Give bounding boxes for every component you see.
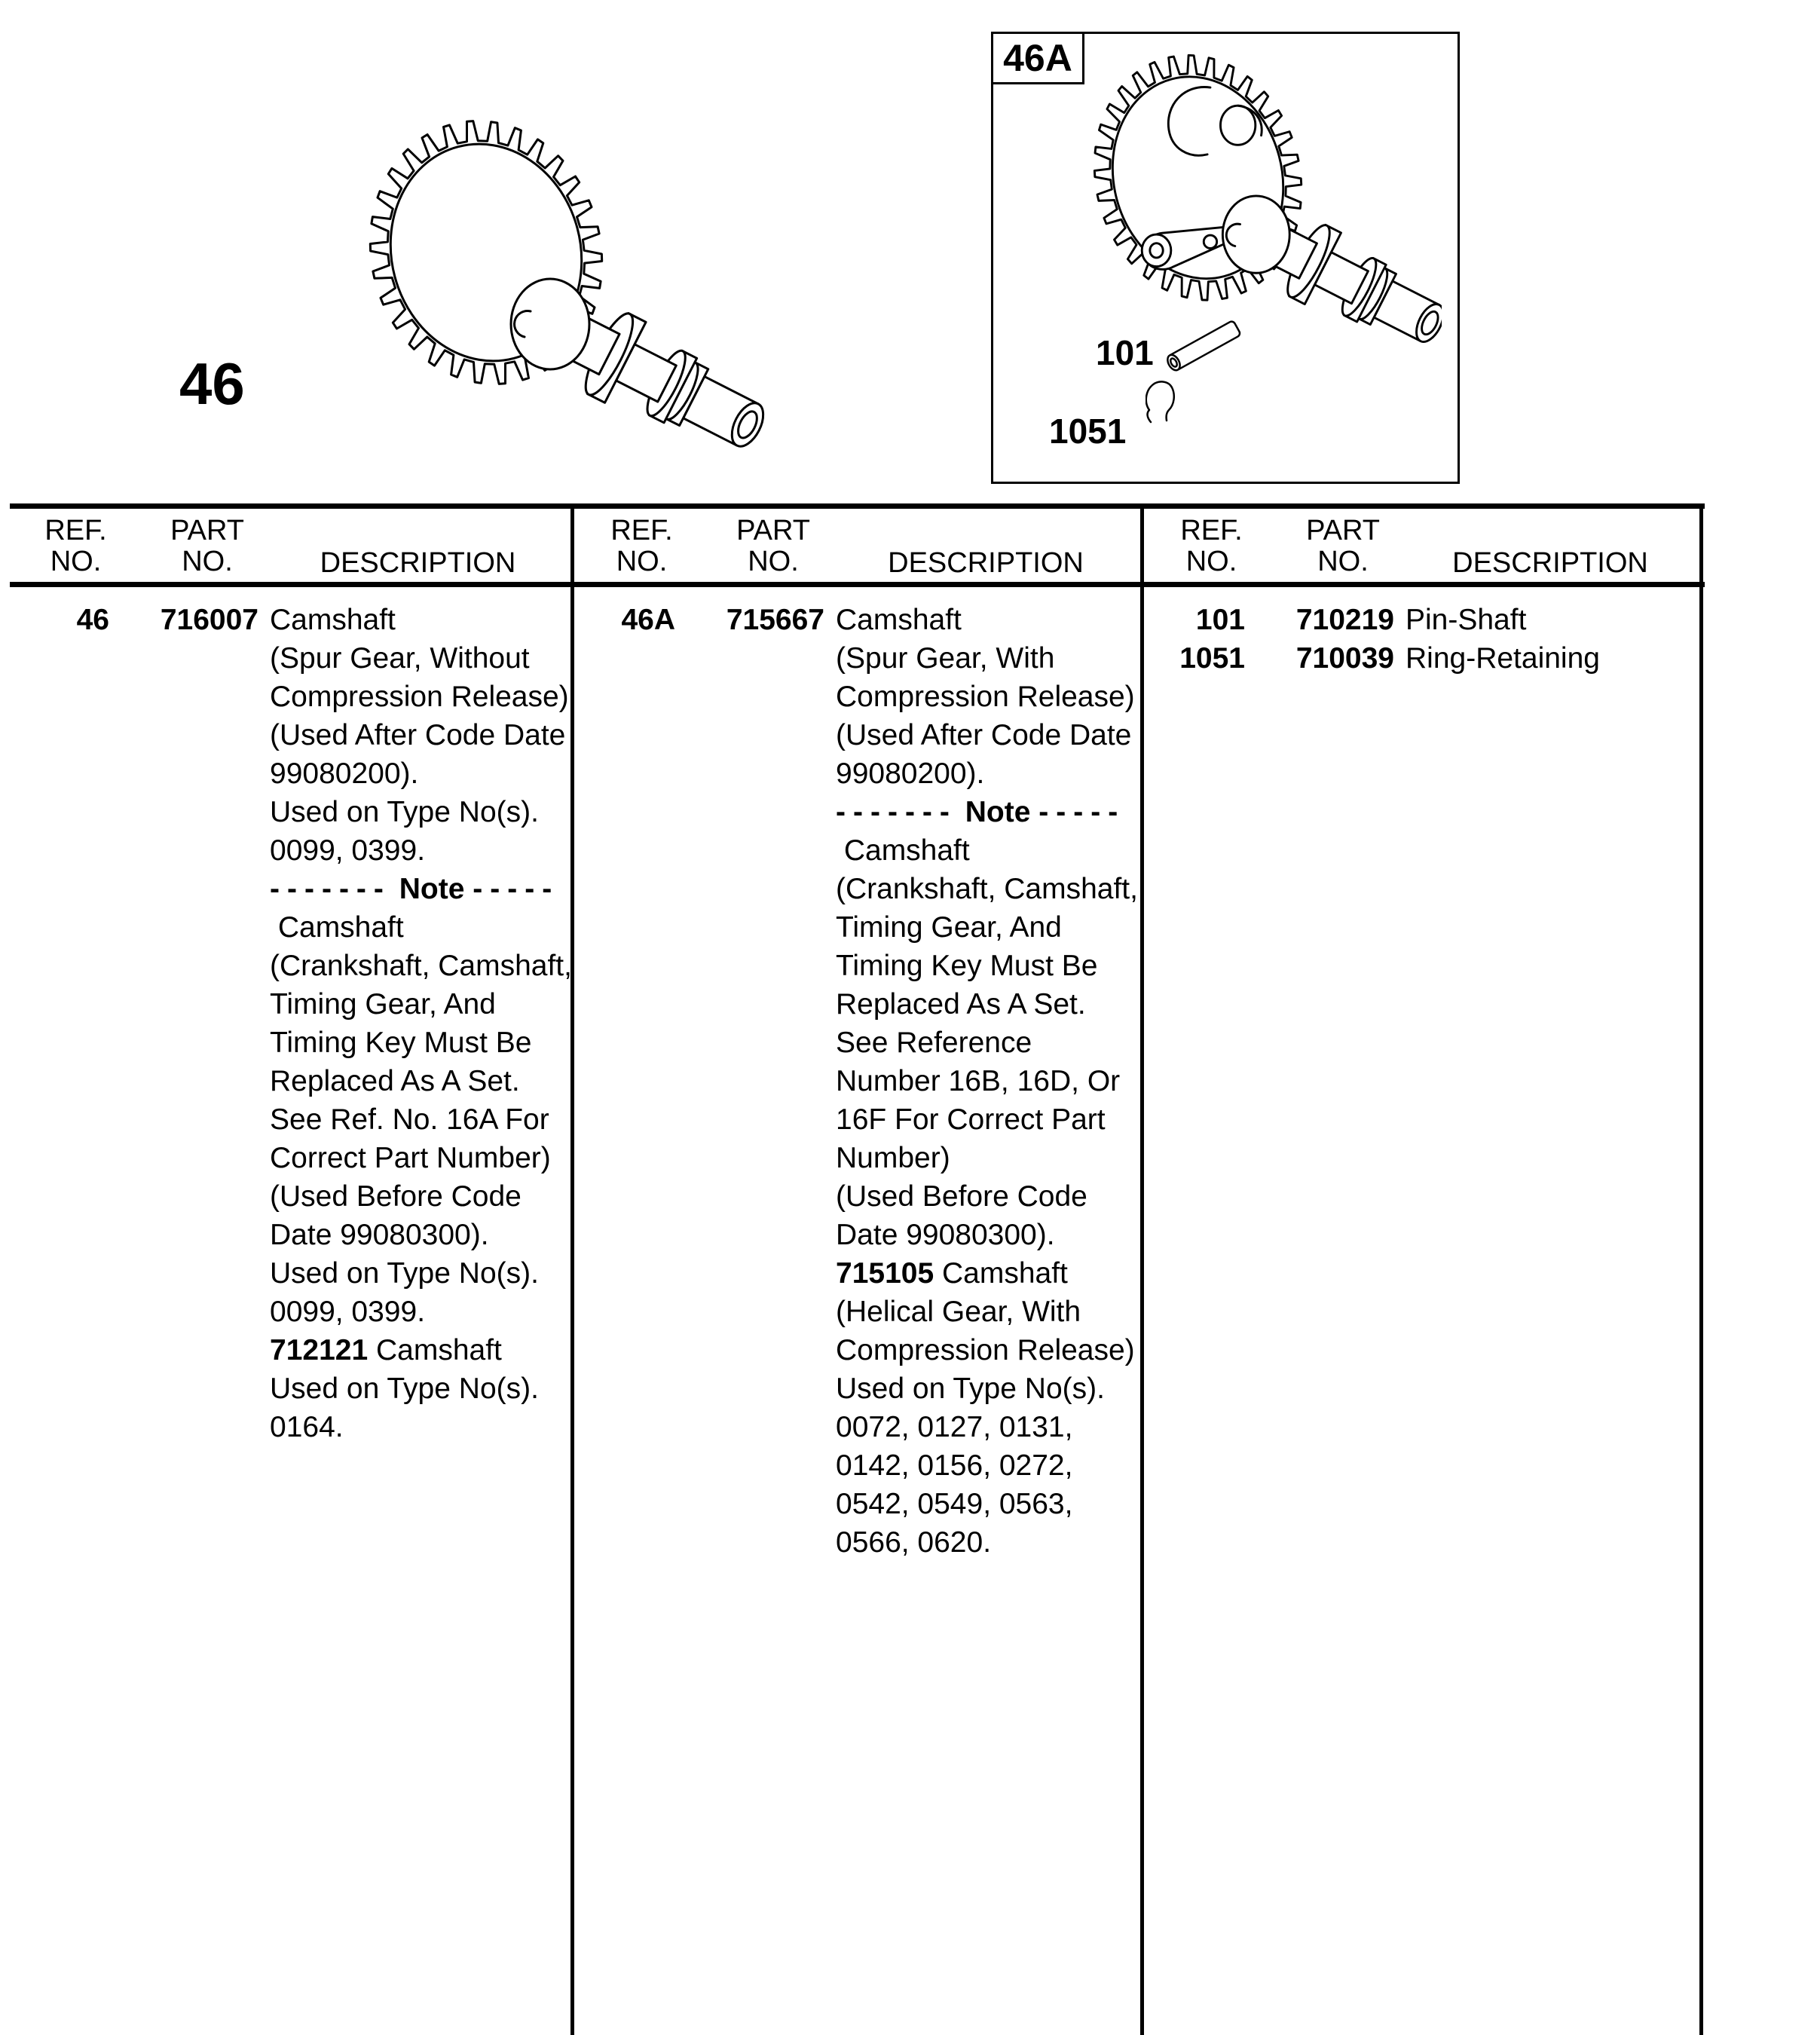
figure-46a-box [991, 32, 1460, 484]
description-line [836, 1254, 1142, 1293]
table-header-col2 [576, 516, 1142, 579]
description-segment: Timing Key Must Be [270, 1027, 532, 1059]
description-line [270, 1408, 572, 1446]
table-col2-rows [576, 601, 1142, 1562]
table-row [10, 601, 572, 1446]
header-part-line2: NO. [182, 546, 233, 577]
retaining-ring-icon [1146, 379, 1176, 426]
header-part-line2: NO. [1317, 546, 1369, 577]
description-segment: 0566, 0620. [836, 1526, 992, 1559]
callout-101-label: 101 [1096, 333, 1154, 372]
description-segment: (Spur Gear, With [836, 642, 1055, 675]
description-segment: (Used Before Code [836, 1180, 1087, 1213]
ref-no-cell: 46 [76, 604, 109, 636]
description-line [836, 1331, 1142, 1369]
description-line [1406, 601, 1701, 639]
description-cell [1394, 601, 1701, 639]
description-segment: Camshaft [836, 834, 970, 867]
header-description-label: DESCRIPTION [888, 547, 1084, 579]
description-segment: Timing Key Must Be [836, 950, 1098, 982]
camshaft-46a-hub [1222, 196, 1289, 273]
description-segment: Compression Release) [836, 681, 1135, 713]
description-segment: 0542, 0549, 0563, [836, 1488, 1073, 1520]
description-segment: ------- [836, 796, 957, 828]
description-segment: (Used After Code Date [836, 719, 1132, 751]
description-line [836, 1446, 1142, 1485]
header-ref-no [1161, 516, 1262, 577]
description-segment: See Ref. No. 16A For [270, 1103, 549, 1136]
description-line [836, 793, 1142, 831]
header-description [264, 548, 572, 579]
description-segment: Compression Release) [270, 681, 569, 713]
description-line [836, 985, 1142, 1024]
description-line [836, 601, 1142, 639]
description-segment: Ring-Retaining [1406, 642, 1600, 675]
header-description-label: DESCRIPTION [320, 547, 516, 579]
description-line [270, 1100, 572, 1139]
description-line [270, 1177, 572, 1216]
description-segment: See Reference [836, 1027, 1032, 1059]
description-line [270, 793, 572, 831]
table-header-rule [10, 582, 1705, 587]
description-line [270, 601, 572, 639]
lever-eye-inner [1150, 243, 1163, 258]
ref-no-cell: 1051 [1179, 642, 1245, 675]
description-line [836, 1024, 1142, 1062]
description-line [270, 678, 572, 716]
description-segment: (Spur Gear, Without [270, 642, 530, 675]
description-segment: Timing Gear, And [270, 988, 496, 1021]
description-segment: Pin-Shaft [1406, 604, 1527, 636]
header-description [1399, 548, 1701, 579]
description-line [270, 947, 572, 985]
description-segment: 712121 [270, 1334, 369, 1366]
header-part-no [1286, 516, 1399, 577]
description-segment: Used on Type No(s). [836, 1372, 1105, 1405]
description-segment: Compression Release) [836, 1334, 1135, 1366]
description-segment: Camshaft [270, 911, 404, 944]
description-line [270, 985, 572, 1024]
description-line [270, 1369, 572, 1408]
description-line [836, 908, 1142, 947]
description-line [836, 870, 1142, 908]
callout-1051-label: 1051 [1049, 412, 1127, 451]
description-line [836, 1523, 1142, 1562]
description-line [270, 1024, 572, 1062]
table-row [576, 601, 1142, 1562]
description-line [270, 1293, 572, 1331]
ref-no-cell: 101 [1195, 604, 1245, 636]
description-line [836, 947, 1142, 985]
table-col3-rows [1146, 601, 1701, 678]
description-segment: Camshaft [270, 604, 396, 636]
header-ref-line1: REF. [1180, 515, 1243, 546]
description-segment: (Used Before Code [270, 1180, 522, 1213]
description-segment: 99080200). [836, 757, 985, 790]
part-no-cell: 710039 [1295, 642, 1394, 675]
description-segment: 99080200). [270, 757, 419, 790]
description-segment: Camshaft [934, 1257, 1068, 1290]
description-line [836, 1216, 1142, 1254]
header-part-line1: PART [736, 515, 810, 546]
description-cell [1394, 639, 1701, 678]
ref-no-cell: 46A [621, 604, 675, 636]
description-segment: Used on Type No(s). [270, 796, 539, 828]
part-no-cell: 715667 [726, 604, 824, 636]
part-no-cell: 710219 [1295, 604, 1394, 636]
description-line [836, 1408, 1142, 1446]
lever-pin-hole [1204, 235, 1216, 248]
description-segment: Note [390, 873, 473, 905]
description-segment: Timing Gear, And [836, 911, 1062, 944]
header-part-line1: PART [170, 515, 244, 546]
description-line [270, 870, 572, 908]
description-line [270, 908, 572, 947]
camshaft-46-hub [511, 279, 589, 369]
description-cell [824, 601, 1142, 1562]
header-ref-line2: NO. [616, 546, 668, 577]
description-cell [258, 601, 572, 1446]
description-segment: (Crankshaft, Camshaft, [836, 873, 1138, 905]
header-description [830, 548, 1142, 579]
header-ref-line1: REF. [610, 515, 673, 546]
header-ref-line2: NO. [1185, 546, 1237, 577]
description-line [836, 1177, 1142, 1216]
description-segment: 0072, 0127, 0131, [836, 1411, 1073, 1443]
description-segment: Note [956, 796, 1039, 828]
header-part-line1: PART [1306, 515, 1380, 546]
description-segment: Used on Type No(s). [270, 1372, 539, 1405]
table-header-col3 [1146, 516, 1701, 579]
description-segment: Replaced As A Set. [270, 1065, 520, 1097]
description-segment: 16F For Correct Part [836, 1103, 1106, 1136]
description-line [836, 639, 1142, 678]
table-top-rule [10, 503, 1705, 509]
description-line [270, 1062, 572, 1100]
description-segment: Number) [836, 1142, 950, 1174]
camshaft-46-drawing [249, 72, 810, 460]
header-description-label: DESCRIPTION [1452, 547, 1648, 579]
description-line [836, 1139, 1142, 1177]
description-line [270, 754, 572, 793]
description-line [270, 1139, 572, 1177]
description-segment: Replaced As A Set. [836, 988, 1086, 1021]
description-line [270, 716, 572, 754]
compression-release-weight [1220, 106, 1255, 145]
description-segment: Used on Type No(s). [270, 1257, 539, 1290]
header-ref-no [591, 516, 693, 577]
description-line [836, 1100, 1142, 1139]
description-segment: (Helical Gear, With [836, 1296, 1081, 1328]
table-header-col1 [10, 516, 572, 579]
table-col1-rows [10, 601, 572, 1446]
description-line [270, 1254, 572, 1293]
description-segment: 0142, 0156, 0272, [836, 1449, 1073, 1482]
part-no-cell: 716007 [160, 604, 258, 636]
header-ref-no [25, 516, 127, 577]
table-row [1146, 601, 1701, 639]
description-line [270, 831, 572, 870]
description-line [836, 1062, 1142, 1100]
figure-46-label: 46 [179, 350, 245, 417]
description-line [836, 678, 1142, 716]
description-segment: 0099, 0399. [270, 1296, 426, 1328]
description-segment: (Used After Code Date [270, 719, 566, 751]
description-segment: Camshaft [368, 1334, 502, 1366]
pin-shaft-icon [1164, 310, 1254, 374]
table-right-border [1699, 503, 1703, 2035]
description-segment: 0164. [270, 1411, 344, 1443]
description-line [270, 639, 572, 678]
description-segment: 0099, 0399. [270, 834, 426, 867]
description-segment: Date 99080300). [270, 1219, 489, 1251]
description-line [836, 716, 1142, 754]
header-part-no [151, 516, 264, 577]
description-segment: Date 99080300). [836, 1219, 1055, 1251]
description-segment: Camshaft [836, 604, 962, 636]
description-segment: Number 16B, 16D, Or [836, 1065, 1121, 1097]
header-ref-line1: REF. [44, 515, 107, 546]
description-line [836, 754, 1142, 793]
header-part-line2: NO. [748, 546, 799, 577]
description-line [836, 1293, 1142, 1331]
description-line [270, 1216, 572, 1254]
description-line [1406, 639, 1701, 678]
description-segment: ----- [473, 873, 560, 905]
description-line [836, 831, 1142, 870]
header-ref-line2: NO. [50, 546, 102, 577]
header-part-no [717, 516, 830, 577]
description-segment: Correct Part Number) [270, 1142, 551, 1174]
description-segment: ----- [1038, 796, 1126, 828]
description-segment: (Crankshaft, Camshaft, [270, 950, 572, 982]
description-line [270, 1331, 572, 1369]
description-line [836, 1485, 1142, 1523]
figure-46a-label: 46A [1003, 37, 1072, 79]
table-row [1146, 639, 1701, 678]
description-segment: 715105 [836, 1257, 934, 1290]
description-segment: ------- [270, 873, 391, 905]
description-line [836, 1369, 1142, 1408]
